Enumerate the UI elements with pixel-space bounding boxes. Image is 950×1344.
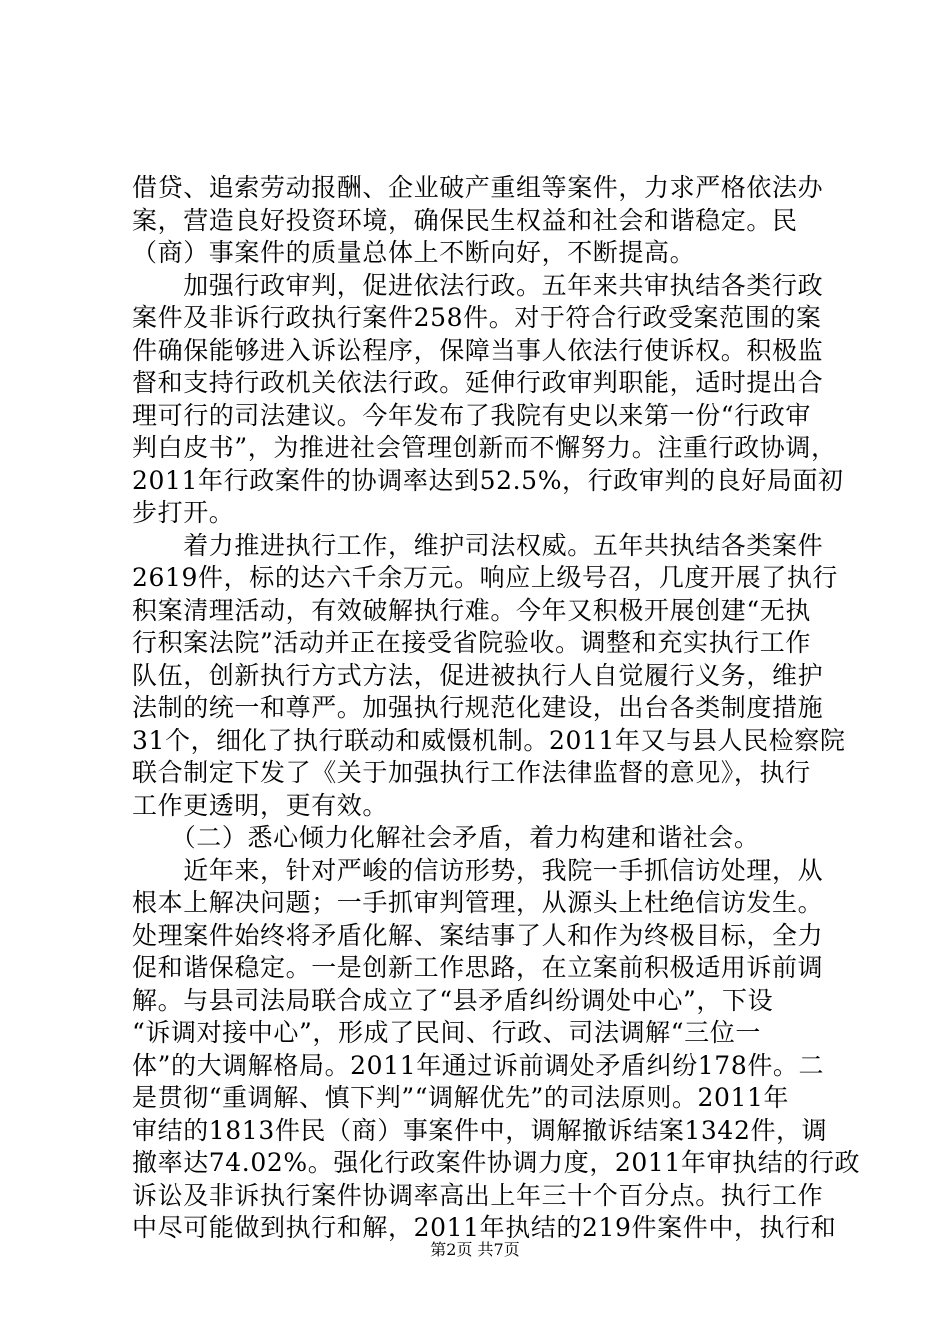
text-line: 2619件，标的达六千余万元。响应上级号召，几度开展了执行 bbox=[132, 563, 839, 592]
text-line: 审结的1813件民（商）事案件中，调解撤诉结案1342件，调 bbox=[132, 1115, 828, 1145]
text-line: 解。与县司法局联合成立了“县矛盾纠纷调处中心”，下设 bbox=[132, 985, 774, 1015]
text-line: 31个，细化了执行联动和威慑机制。2011年又与县人民检察院 bbox=[132, 725, 846, 755]
text-line: 案件及非诉行政执行案件258件。对于符合行政受案范围的案 bbox=[132, 303, 822, 332]
text-line: 借贷、追索劳动报酬、企业破产重组等案件，力求严格依法办 bbox=[132, 173, 824, 202]
text-line: 案，营造良好投资环境，确保民生权益和社会和谐稳定。民 bbox=[132, 205, 798, 235]
section-heading: （二）悉心倾力化解社会矛盾，着力构建和谐社会。 bbox=[132, 823, 760, 852]
text-line: （商）事案件的质量总体上不断向好，不断提高。 bbox=[132, 238, 696, 267]
text-line: 着力推进执行工作，维护司法权威。五年共执结各类案件 bbox=[132, 530, 824, 560]
text-line: 促和谐保稳定。一是创新工作思路，在立案前积极适用诉前调 bbox=[132, 953, 824, 982]
document-body bbox=[132, 172, 861, 1245]
text-line: 判白皮书”，为推进社会管理创新而不懈努力。注重行政协调， bbox=[132, 433, 837, 462]
text-line: 法制的统一和尊严。加强执行规范化建设，出台各类制度措施 bbox=[132, 693, 824, 722]
text-line: 根本上解决问题；一手抓审判管理，从源头上杜绝信访发生。 bbox=[132, 888, 824, 917]
text-line: 积案清理活动，有效破解执行难。今年又积极开展创建“无执 bbox=[132, 595, 811, 625]
text-line: 工作更透明，更有效。 bbox=[132, 790, 389, 820]
page-number-footer: 第2页 共7页 bbox=[430, 1240, 520, 1259]
text-line: 理可行的司法建议。今年发布了我院有史以来第一份“行政审 bbox=[132, 400, 811, 430]
text-line: 体”的大调解格局。2011年通过诉前调处矛盾纠纷178件。二 bbox=[132, 1050, 825, 1080]
text-line: 督和支持行政机关依法行政。延伸行政审判职能，适时提出合 bbox=[132, 368, 824, 397]
text-line: 步打开。 bbox=[132, 498, 235, 527]
text-line: 处理案件始终将矛盾化解、案结事了人和作为终极目标，全力 bbox=[132, 920, 824, 950]
text-line: 中尽可能做到执行和解，2011年执结的219件案件中，执行和 bbox=[132, 1213, 837, 1242]
text-line: 撤率达74.02%。强化行政案件协调力度，2011年审执结的行政 bbox=[132, 1148, 861, 1177]
text-line: 近年来，针对严峻的信访形势，我院一手抓信访处理，从 bbox=[132, 855, 824, 885]
text-line: 队伍，创新执行方式方法，促进被执行人自觉履行义务，维护 bbox=[132, 660, 824, 690]
text-line: “诉调对接中心”，形成了民间、行政、司法调解“三位一 bbox=[132, 1018, 761, 1047]
text-line: 是贯彻“重调解、慎下判”“调解优先”的司法原则。2011年 bbox=[132, 1083, 790, 1112]
text-line: 件确保能够进入诉讼程序，保障当事人依法行使诉权。积极监 bbox=[132, 335, 824, 365]
text-line: 加强行政审判，促进依法行政。五年来共审执结各类行政 bbox=[132, 270, 824, 300]
text-line: 联合制定下发了《关于加强执行工作法律监督的意见》，执行 bbox=[132, 758, 811, 787]
text-line: 2011年行政案件的协调率达到52.5%，行政审判的良好局面初 bbox=[132, 465, 844, 495]
text-line: 行积案法院”活动并正在接受省院验收。调整和充实执行工作 bbox=[132, 628, 811, 657]
text-line: 诉讼及非诉执行案件协调率高出上年三十个百分点。执行工作 bbox=[132, 1180, 824, 1210]
